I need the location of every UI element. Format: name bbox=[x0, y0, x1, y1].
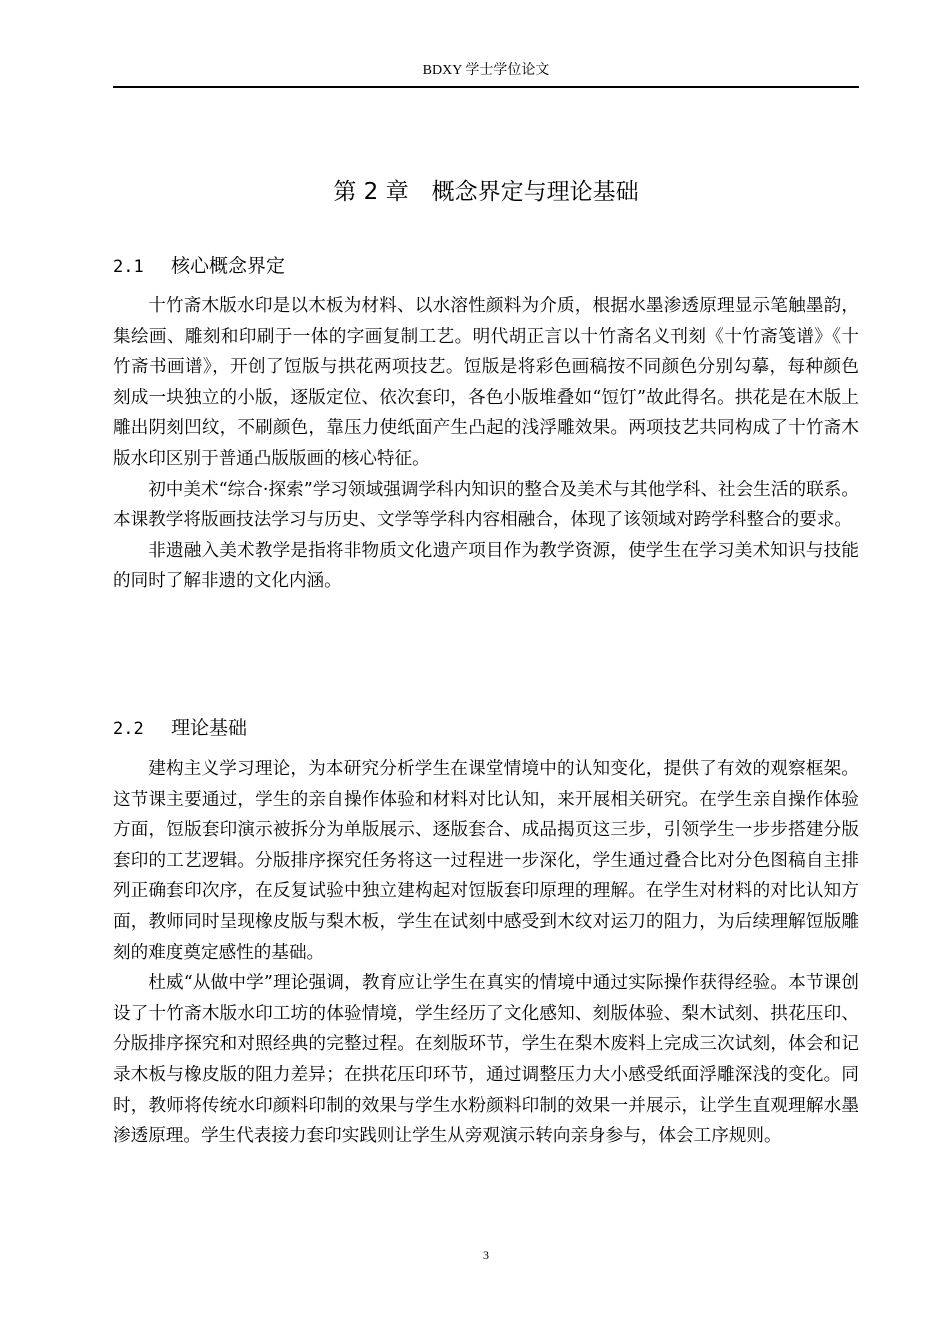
section-number: 2.1 bbox=[113, 257, 144, 277]
running-title: BDXY 学士学位论文 bbox=[422, 63, 550, 78]
section-body-2-2 bbox=[113, 754, 859, 1152]
paragraph: 建构主义学习理论，为本研究分析学生在课堂情境中的认知变化，提供了有效的观察框架。这节课主要通过，学生的亲自操作体验和材料对比认知，来开展相关研究。在学生亲自操作体验方面，饾版套印演示被拆分为单版展示、逐版套合、成品揭页这三步，引领学生一步步搭建分版套印的工艺逻辑。分版排序探究任务将这一过程进一步深化，学生通过叠合比对分色图稿自主排列正确套印次序，在反复试验中独立建构起对饾版套印原理的理解。在学生对材料的对比认知方面，教师同时呈现橡皮版与梨木板，学生在试刻中感受到木纹对运刀的阻力，为后续理解饾版雕刻的难度奠定感性的基础。 bbox=[113, 759, 859, 963]
page-number: 3 bbox=[483, 1248, 489, 1262]
paragraph: 初中美术“综合·探索”学习领域强调学科内知识的整合及美术与其他学科、社会生活的联系。本课教学将版画技法学习与历史、文学等学科内容相融合，体现了该领域对跨学科整合的要求。 bbox=[113, 479, 859, 531]
paragraph: 十竹斋木版水印是以木板为材料、以水溶性颜料为介质，根据水墨渗透原理显示笔触墨韵，集绘画、雕刻和印刷于一体的字画复制工艺。明代胡正言以十竹斋名义刊刻《十竹斋笺谱》《十竹斋书画谱》，开创了饾版与拱花两项技艺。饾版是将彩色画稿按不同颜色分别勾摹，每种颜色刻成一块独立的小版，逐版定位、依次套印，各色小版堆叠如“饾饤”故此得名。拱花是在木版上雕出阴刻凹纹，不刷颜色，靠压力使纸面产生凸起的浅浮雕效果。两项技艺共同构成了十竹斋木版水印区别于普通凸版版画的核心特征。 bbox=[113, 296, 859, 469]
chapter-title: 第 2 章 概念界定与理论基础 bbox=[333, 179, 639, 205]
section-heading-2-2 bbox=[113, 713, 247, 744]
paragraph: 杜威“从做中学”理论强调，教育应让学生在真实的情境中通过实际操作获得经验。本节课创设了十竹斋木版水印工坊的体验情境，学生经历了文化感知、刻版体验、梨木试刻、拱花压印、分版排序探究和对照经典的完整过程。在刻版环节，学生在梨木废料上完成三次试刻，体会和记录木板与橡皮版的阻力差异；在拱花压印环节，通过调整压力大小感受纸面浮雕深浅的变化。同时，教师将传统水印颜料印制的效果与学生水粉颜料印制的效果一并展示，让学生直观理解水墨渗透原理。学生代表接力套印实践则让学生从旁观演示转向亲身参与，体会工序规则。 bbox=[113, 973, 859, 1147]
section-body-2-1 bbox=[113, 291, 859, 597]
section-title: 理论基础 bbox=[171, 717, 248, 739]
running-header bbox=[113, 58, 859, 88]
section-number: 2.2 bbox=[113, 719, 144, 739]
section-title: 核心概念界定 bbox=[171, 255, 286, 277]
paragraph: 非遗融入美术教学是指将非物质文化遗产项目作为教学资源，使学生在学习美术知识与技能的同时了解非遗的文化内涵。 bbox=[113, 540, 859, 592]
section-heading-2-1 bbox=[113, 251, 285, 282]
